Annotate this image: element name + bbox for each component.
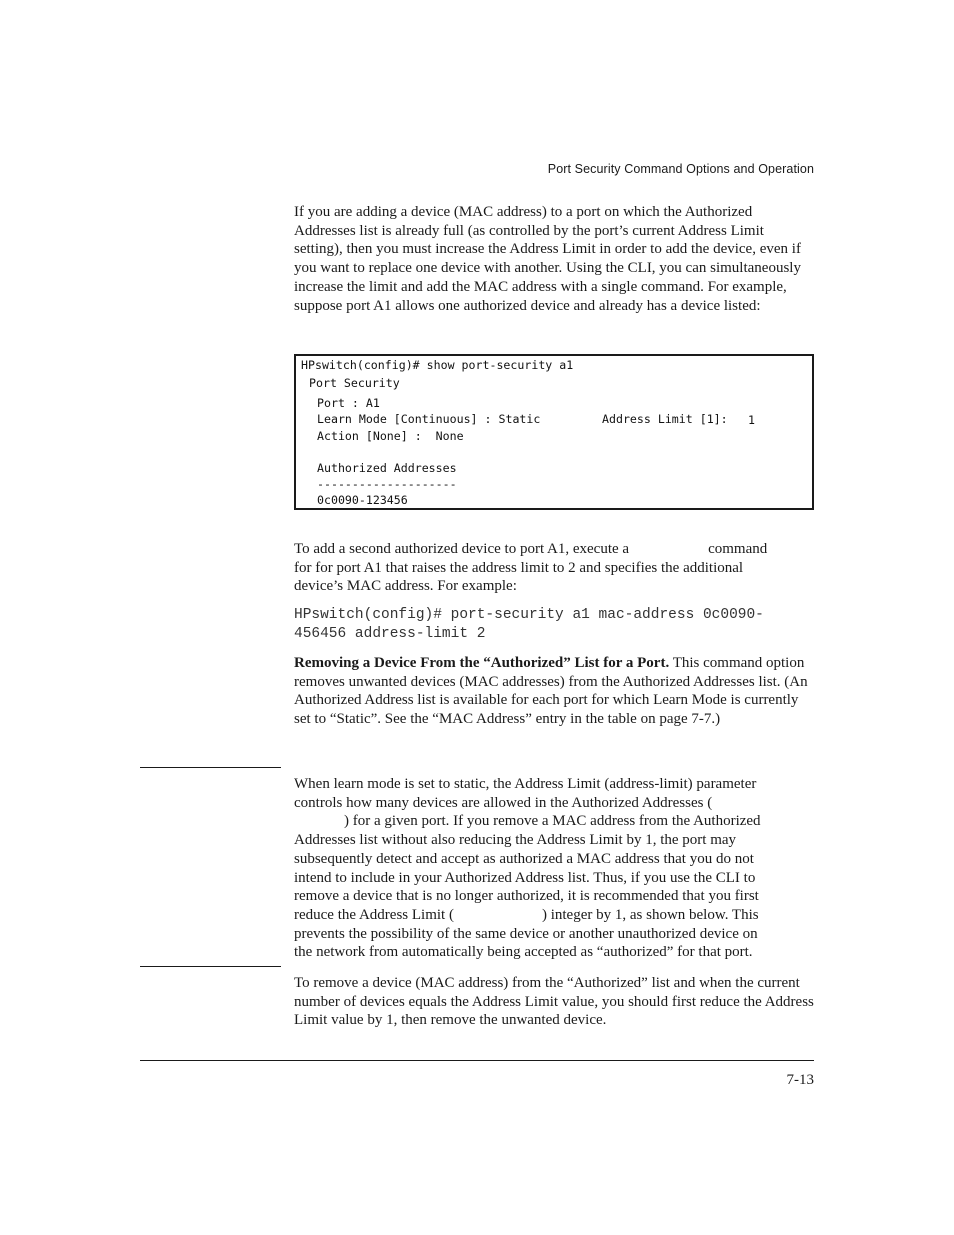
screen-authorized-header: Authorized Addresses xyxy=(317,461,457,475)
second-paragraph-line3: device’s MAC address. For example: xyxy=(294,578,517,595)
note-line-8a: reduce the Address Limit ( xyxy=(294,906,454,923)
second-paragraph-part1: To add a second authorized device to port A1, execute a xyxy=(294,541,630,557)
note-line-1: When learn mode is set to static, the Address Limit (address-limit) parameter xyxy=(294,776,757,792)
removing-section-body: This command option removes unwanted devices (MAC addresses) from the Authorized Addresses list. (An Authorized Address list is available for each port for which Learn Mode is currently set to “Static”. See the “MAC Address” entry in the table on page 7-7.) xyxy=(294,655,808,728)
note-top-rule xyxy=(140,767,281,768)
footer-rule xyxy=(140,1060,814,1061)
note-line-7: remove a device that is no longer authorized, it is recommended that you first xyxy=(294,888,759,905)
note-line-4: Addresses list without also reducing the Address Limit by 1, the port may xyxy=(294,832,737,849)
removing-section-heading: Removing a Device From the “Authorized” List for a Port. xyxy=(294,655,670,671)
screen-port-line: Port : A1 xyxy=(317,396,380,410)
note-line-5: subsequently detect and accept as authorized a MAC address that you do not xyxy=(294,850,754,867)
second-paragraph-line2: for for port A1 that raises the address limit to 2 and specifies the additional xyxy=(294,559,744,576)
screen-mac-entry: 0c0090-123456 xyxy=(317,493,408,507)
screen-divider: -------------------- xyxy=(317,477,457,491)
removing-section xyxy=(294,654,816,729)
note-line-9: prevents the possibility of the same device or another unauthorized device on xyxy=(294,925,758,942)
note-line-2: controls how many devices are allowed in the Authorized Addresses ( xyxy=(294,794,713,811)
command-example-line2: 456456 address-limit 2 xyxy=(294,626,486,642)
screen-prompt-line: HPswitch(config)# show port-security a1 xyxy=(301,358,574,372)
screen-address-limit-label: Address Limit [1]: xyxy=(602,412,728,426)
note-line-6: intend to include in your Authorized Address list. Thus, if you use the CLI to xyxy=(294,869,756,886)
note-block xyxy=(294,775,816,962)
cli-screen-capture xyxy=(294,354,814,510)
screen-section-title: Port Security xyxy=(309,376,400,390)
final-paragraph: To remove a device (MAC address) from the “Authorized” list and when the current number of devices equals the Address Limit value, you should first reduce the Address Limit value by 1, then remove the unwanted device. xyxy=(294,975,814,1029)
command-example xyxy=(294,606,824,644)
note-line-10: the network from automatically being accepted as “authorized” for that port. xyxy=(294,944,753,961)
running-header: Port Security Command Options and Operation xyxy=(547,162,814,176)
note-line-8b: ) integer by 1, as shown below. This xyxy=(541,906,759,923)
screen-address-limit-value: 1 xyxy=(748,413,755,427)
intro-paragraph: If you are adding a device (MAC address) to a port on which the Authorized Addresses list is already full (as controlled by the port’s current Address Limit setting), then you must increase the Address Limit in order to add the device, even if you want to replace one device with another. Using the CLI, you can simultaneously increase the limit and add the MAC address with a single command. For example, suppose port A1 allows one authorized device and already has a device listed: xyxy=(294,204,801,314)
command-example-line1: HPswitch(config)# port-security a1 mac-address 0c0090- xyxy=(294,607,764,623)
page-number: 7-13 xyxy=(786,1072,814,1088)
screen-action-line: Action [None] : None xyxy=(317,429,464,443)
note-line-3: ) for a given port. If you remove a MAC address from the Authorized xyxy=(344,813,761,830)
note-bottom-rule xyxy=(140,966,281,967)
second-paragraph-part2: command xyxy=(708,541,768,557)
second-paragraph xyxy=(294,540,816,596)
screen-learn-mode-line: Learn Mode [Continuous] : Static xyxy=(317,412,541,426)
